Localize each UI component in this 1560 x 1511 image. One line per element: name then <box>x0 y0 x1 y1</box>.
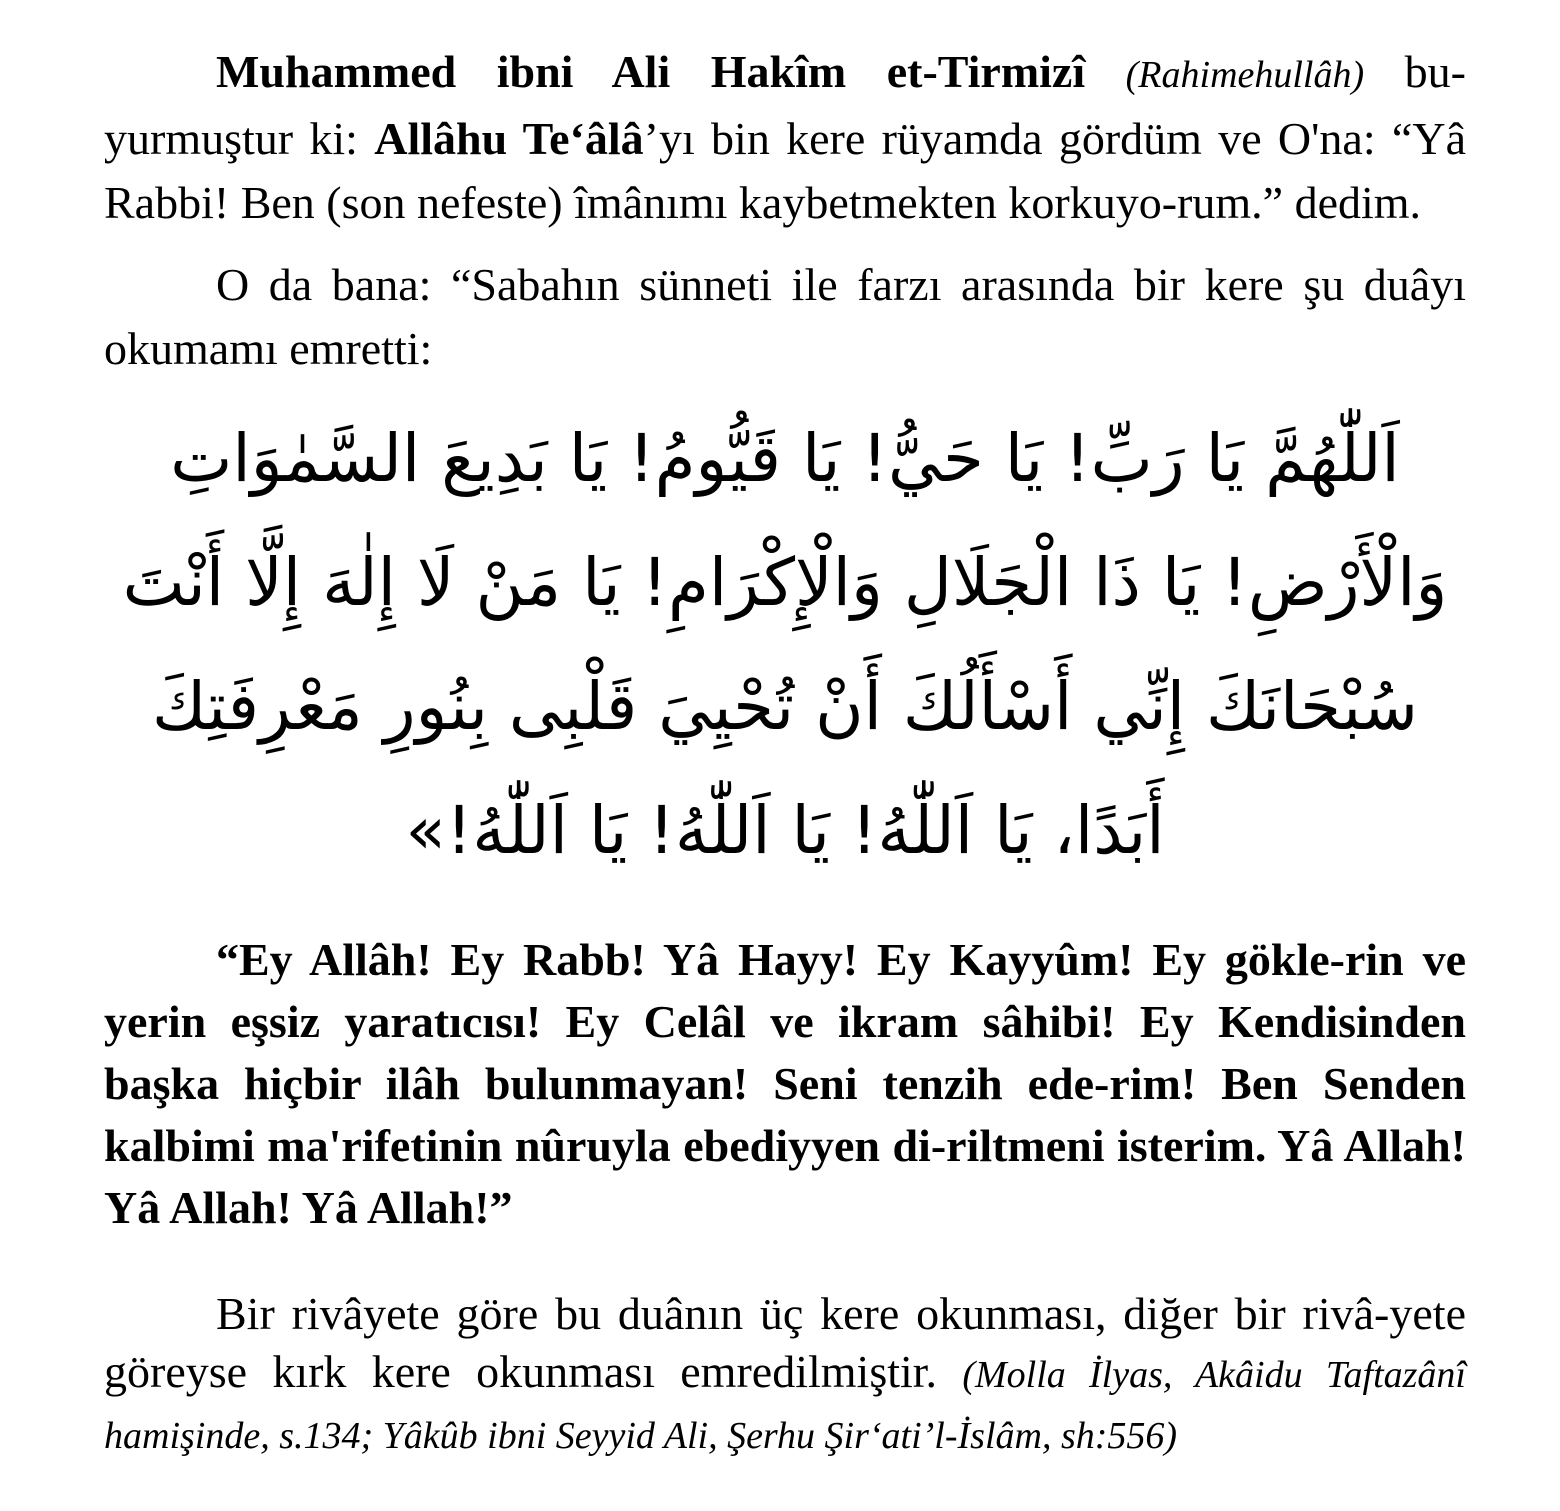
narration-text-1: bu-yurmuştur ki: <box>104 46 1466 164</box>
variants-text: Bir rivâyete göre bu duânın üç kere okunması, diğer bir rivâ-yete göreyse kırk kere okunması emredilmiştir. <box>104 1288 1466 1397</box>
arabic-line-1: اَللّٰهُمَّ يَا رَبِّ! يَا حَيُّ! يَا قَيُّومُ! يَا بَدِيعَ السَّمٰوَاتِ <box>170 420 1400 497</box>
document-page <box>104 40 1466 1511</box>
paragraph-command: O da bana: “Sabahın sünneti ile farzı arasında bir kere şu duâyı okumamı emretti: <box>104 259 1466 374</box>
paragraph-narration <box>104 40 1466 235</box>
arabic-line-2: وَالْأَرْضِ! يَا ذَا الْجَلَالِ وَالْإِكْرَامِ! يَا مَنْ لَا إِلٰهَ إِلَّا أَنْتَ <box>122 544 1448 621</box>
author-name: Muhammed ibni Ali Hakîm et-Tirmizî <box>216 46 1086 97</box>
source-citation: (Molla İlyas, Akâidu Taftazânî hamişinde, s.134; Yâkûb ibni Seyyid Ali, Şerhu Şir‘ati’l-İslâm, sh:556) <box>104 1354 1466 1457</box>
prayer-translation: “Ey Allâh! Ey Rabb! Yâ Hayy! Ey Kayyûm! Ey gökle-rin ve yerin eşsiz yaratıcısı! Ey Celâl ve ikram sâhibi! Ey Kendisinden başka hiçbir ilâh bulunmayan! Seni tenzih ede-rim! Ben Senden kalbimi ma'rifetinin nûruyla ebediyyen di-riltmeni isterim. Yâ Allah! Yâ Allah! Yâ Allah!” <box>104 934 1466 1233</box>
arabic-line-4: أَبَدًا، يَا اَللّٰهُ! يَا اَللّٰهُ! يَا اَللّٰهُ!» <box>405 792 1165 869</box>
arabic-prayer <box>104 397 1466 893</box>
divine-name: Allâhu Te‘âlâ <box>374 113 644 164</box>
paragraph-narration-variants <box>104 1285 1466 1465</box>
narration-text-2: ’yı bin kere rüyamda gördüm ve O'na: “Yâ Rabbi! Ben (son nefeste) îmânımı kaybetmekten korkuyo-rum.” dedim. <box>104 113 1466 228</box>
arabic-line-3: سُبْحَانَكَ إِنِّي أَسْأَلُكَ أَنْ تُحْيِيَ قَلْبِى بِنُورِ مَعْرِفَتِكَ <box>152 668 1418 745</box>
honorific-note: (Rahimehullâh) <box>1125 54 1365 96</box>
